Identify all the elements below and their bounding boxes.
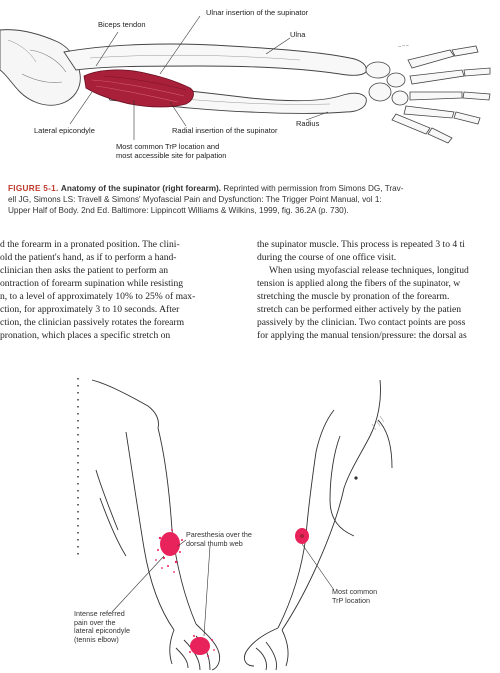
label-radial-insertion: Radial insertion of the supinator: [172, 126, 278, 135]
caption-line3: Upper Half of Body. 2nd Ed. Baltimore: Lippincott Williams & Wilkins, 1999, fig. 36.2A (p. 730).: [8, 206, 349, 215]
label-trp-location-bottom: [332, 588, 377, 605]
left-line: clinician then asks the patient to perform an: [0, 265, 169, 276]
label-referred-line1: Intense referred: [74, 609, 125, 618]
body-text-right-column: [257, 238, 500, 342]
thumb-web-pain-zone: [189, 635, 215, 657]
label-biceps-tendon: Biceps tendon: [98, 20, 146, 29]
label-radius: Radius: [296, 119, 320, 128]
figure-number: FIGURE 5-1.: [8, 184, 59, 193]
left-line: ction, the clinician passively rotates the forearm: [0, 317, 185, 328]
label-referred-line4: (tennis elbow): [74, 634, 119, 644]
label-referred-pain: [74, 610, 130, 644]
figure-title: Anatomy of the supinator (right forearm).: [60, 184, 222, 193]
label-paresthesia-line1: Paresthesia over the: [186, 530, 252, 539]
label-ulna: Ulna: [290, 30, 306, 39]
caption-line2: ell JG, Simons LS: Travell & Simons' Myofascial Pain and Dysfunction: The Trigger Point Manual, vol 1:: [8, 195, 382, 204]
hand-bones: [366, 46, 490, 143]
supinator-muscle: [84, 70, 193, 107]
label-lateral-epicondyle: Lateral epicondyle: [34, 126, 95, 135]
right-line: When using myofascial release techniques, longitud: [269, 265, 469, 276]
artist-signature: ~~~: [397, 43, 410, 50]
label-ulnar-insertion: Ulnar insertion of the supinator: [206, 8, 309, 17]
right-line: for applying the manual tension/pressure: the dorsal as: [257, 330, 467, 341]
label-referred-line3: lateral epicondyle: [74, 626, 130, 636]
bottom-leader-lines: [112, 540, 334, 636]
body-text-left-column: [0, 238, 236, 342]
left-line: n, to a level of approximately 10% to 25% of max-: [0, 291, 196, 302]
label-trp-location-line1: Most common TrP location and: [116, 142, 220, 151]
left-line: old the patient's hand, as if to perform a hand-: [0, 252, 177, 263]
right-arm-outline: [244, 380, 392, 670]
supinator-anatomy-illustration: [0, 0, 500, 180]
figure-caption: [8, 183, 494, 216]
elbow-referred-pain-zone: [155, 529, 183, 573]
left-line: ction, for approximately 3 to 10 seconds. After: [0, 304, 180, 315]
shading-marks: [372, 416, 384, 430]
label-trp-location-line2: most accessible site for palpation: [116, 151, 227, 160]
right-line: the supinator muscle. This process is repeated 3 to 4 ti: [257, 239, 465, 250]
label-trp-location-top: [116, 142, 226, 160]
right-line: during the course of one office visit.: [257, 252, 397, 263]
humerus-bone: [0, 30, 80, 106]
right-line: passively by the clinician. Two contact points are poss: [257, 317, 466, 328]
label-paresthesia: [186, 531, 252, 548]
right-trp-spot: [295, 528, 309, 544]
right-line: tension is applied along the fibers of the supinator, w: [257, 278, 461, 289]
nipple-mark: [354, 476, 357, 479]
caption-line1: Reprinted with permission from Simons DG, Trav-: [223, 184, 404, 193]
left-line: d the forearm in a pronated position. The clini-: [0, 239, 180, 250]
left-line: ontraction of forearm supination while resisting: [0, 278, 184, 289]
left-line: pronation, which places a specific stretch on: [0, 330, 171, 341]
right-line: stretching the muscle by pronation of the forearm.: [257, 291, 450, 302]
label-trp-line1: Most common: [332, 587, 378, 596]
label-paresthesia-line2: dorsal thumb web: [186, 538, 243, 548]
label-trp-line2: TrP location: [332, 595, 370, 605]
label-referred-line2: pain over the: [74, 617, 116, 627]
right-line: stretch can be performed either actively by the patien: [257, 304, 462, 315]
